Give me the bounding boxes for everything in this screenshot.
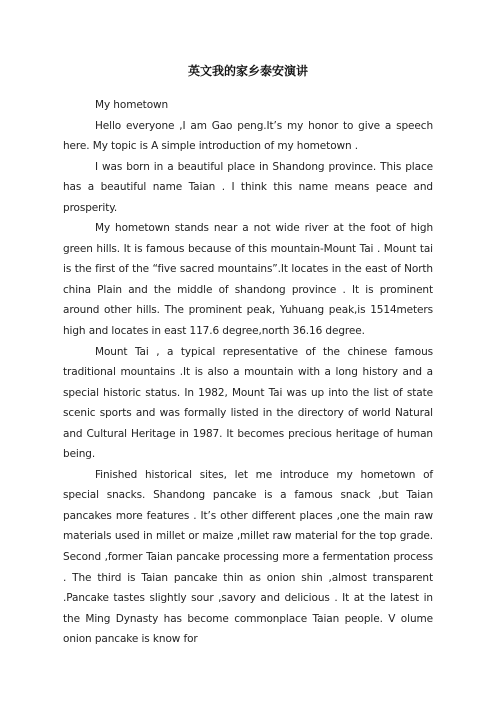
paragraph: My hometown stands near a not wide river at the foot of high green hills. It is famous because of this mountain-Mount Tai . Mount tai is the first of the “five sacred mountains”.It locates in the east of North china Plain and the middle of shandong province . It is prominent around other hills. The prominent peak, Yuhuang peak,is 1514meters high and locates in east 117.6 degree,north 36.16 degree. xyxy=(63,222,433,338)
paragraph: Mount Tai , a typical representative of the chinese famous traditional mountains .It is also a mountain with a long history and a special historic status. In 1982, Mount Tai was up into the list of state scenic sports and was formally listed in the directory of world Natural and Cultural Heritage in 1987. It becomes precious heritage of human being. xyxy=(63,345,433,461)
paragraph: Hello everyone ,I am Gao peng.It’s my honor to give a speech here. My topic is A simple introduction of my hometown . xyxy=(63,119,433,153)
document-body xyxy=(63,95,433,650)
paragraph: I was born in a beautiful place in Shandong province. This place has a beautiful name Taian . I think this name means peace and prosperity. xyxy=(63,160,433,214)
document-title: 英文我的家乡泰安演讲 xyxy=(187,64,308,78)
section-heading: My hometown xyxy=(95,99,169,111)
paragraph: Finished historical sites, let me introduce my hometown of special snacks. Shandong pancake is a famous snack ,but Taian pancakes more features . It’s other different places ,one the main raw materials used in millet or maize ,millet raw material for the top grade. Second ,former Taian pancake processing more a fermentation process . The third is Taian pancake thin as onion shin ,almost transparent .Pancake tastes slightly sour ,savory and delicious . It at the latest in the Ming Dynasty has become commonplace Taian people. V olume onion pancake is know for xyxy=(63,468,433,646)
